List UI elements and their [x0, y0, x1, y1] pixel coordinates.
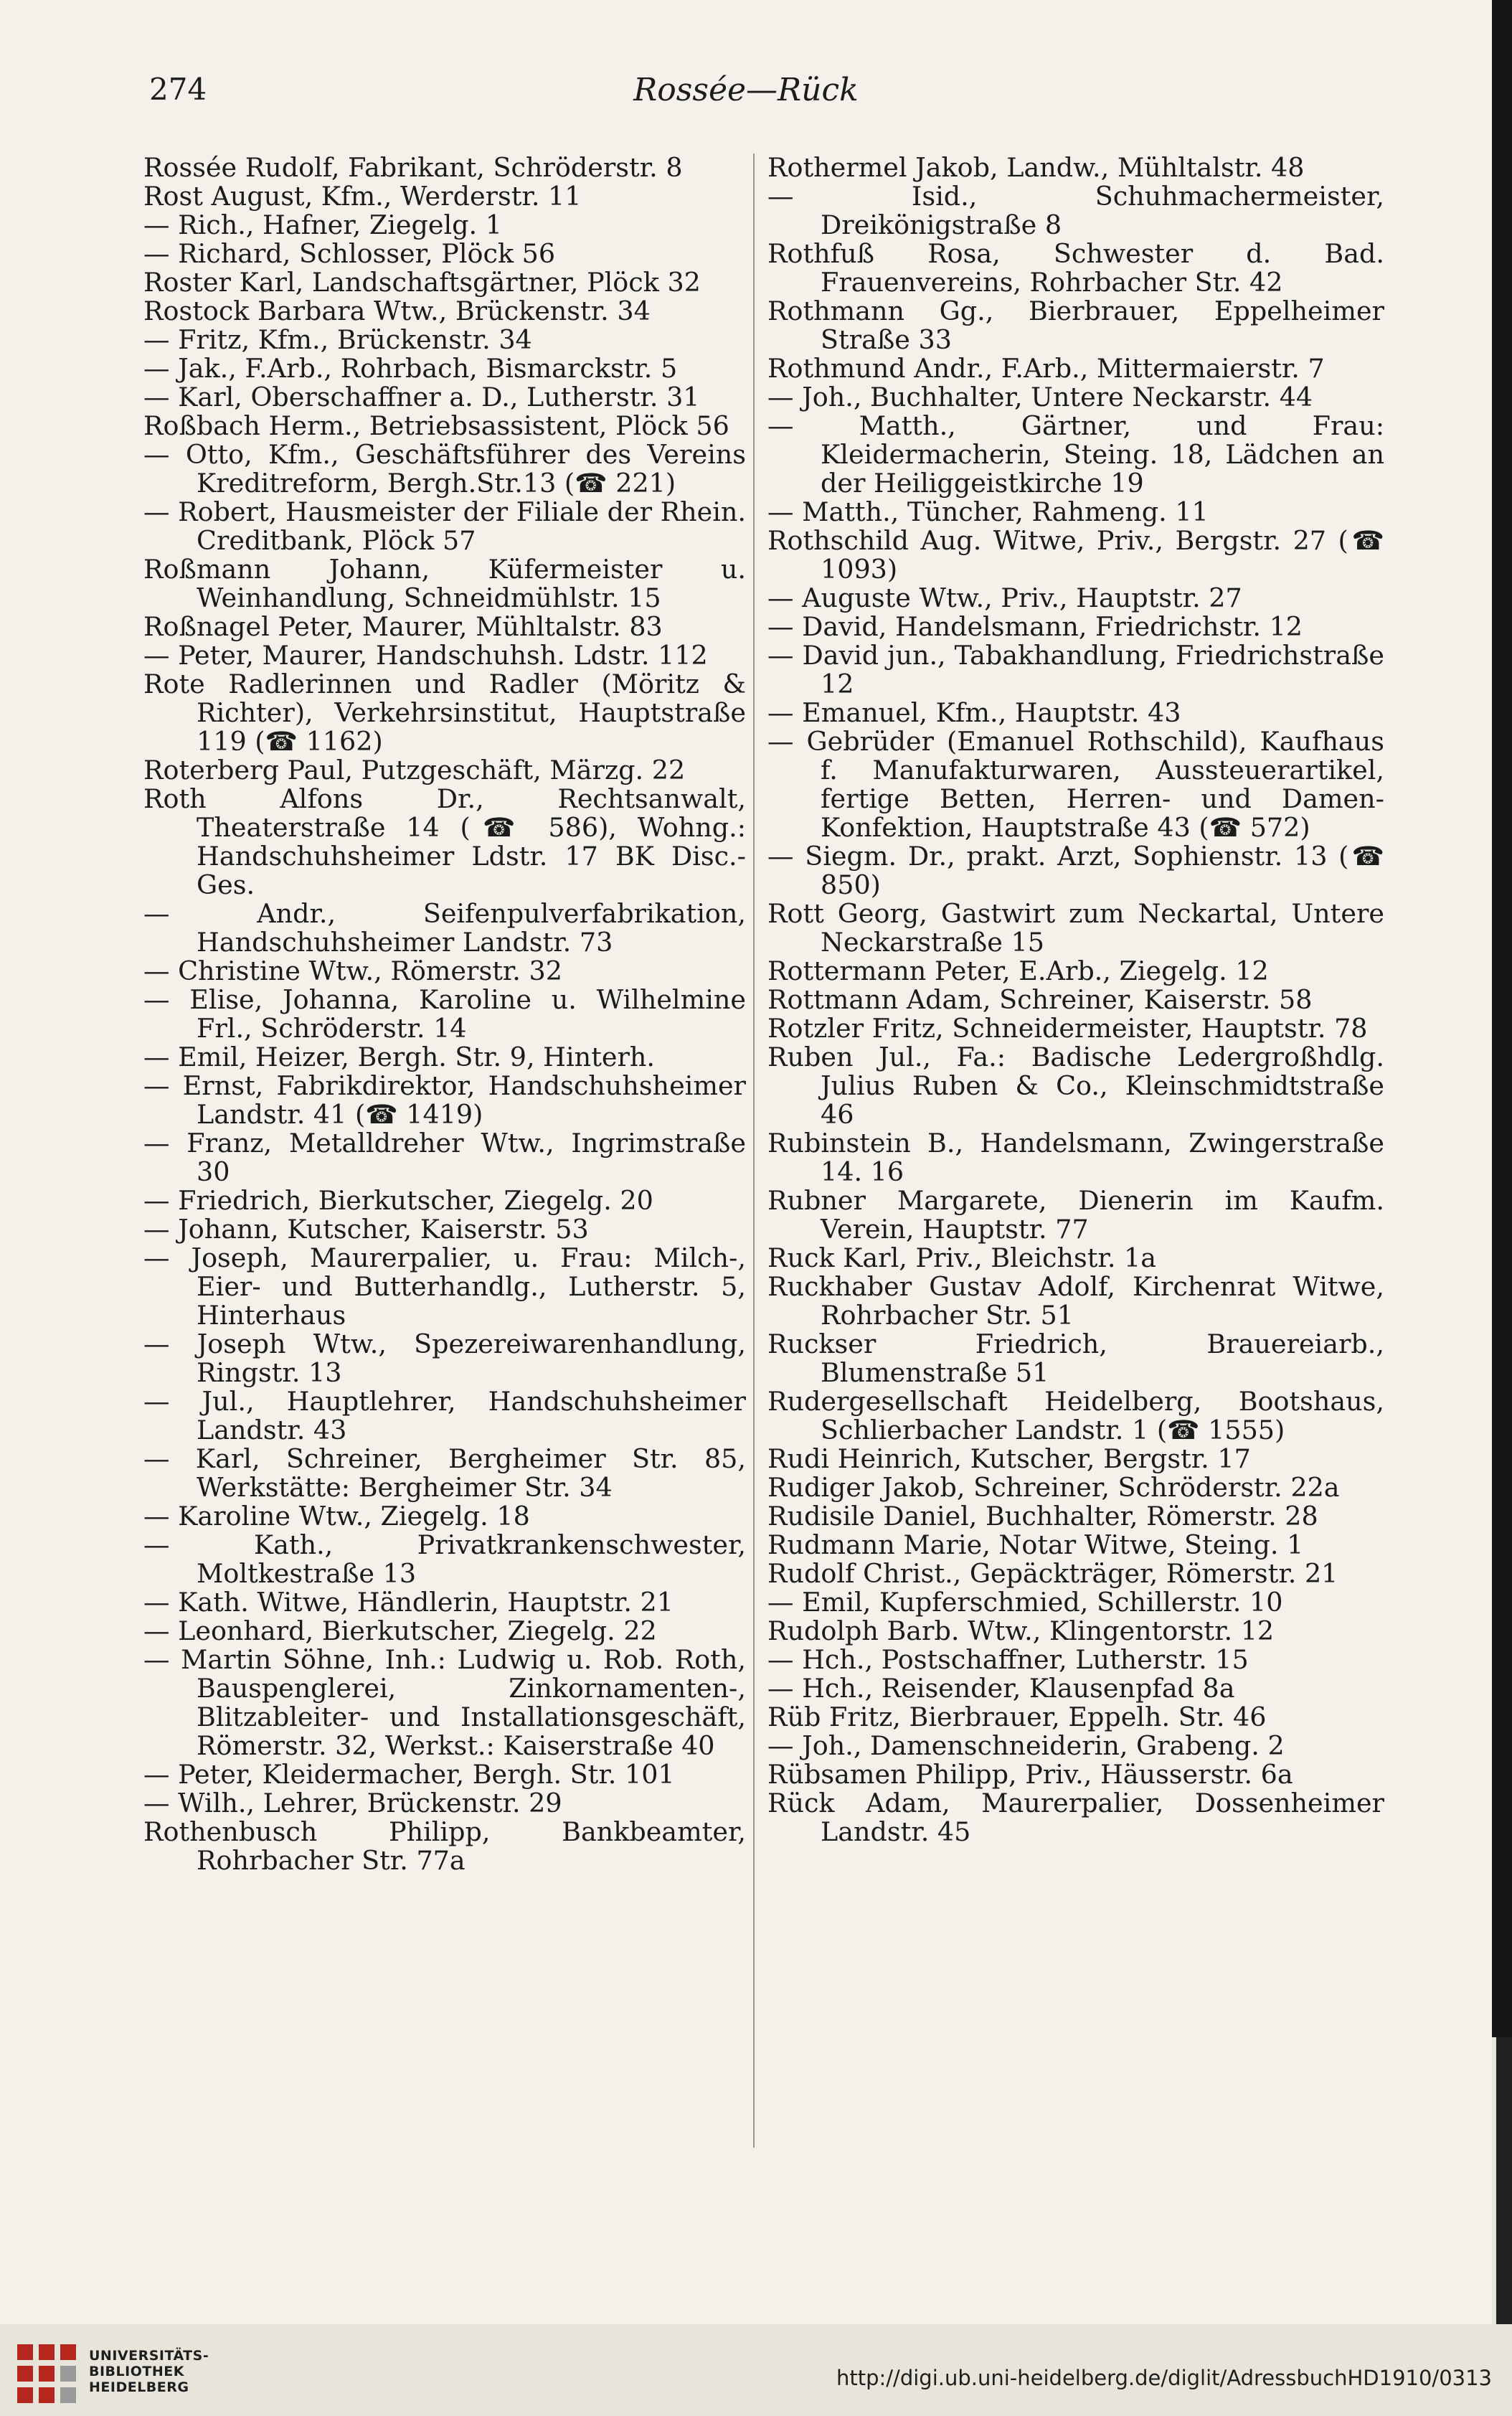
directory-entry: — Fritz, Kfm., Brückenstr. 34	[143, 324, 532, 355]
scan-edge-shadow-lower	[1496, 2037, 1512, 2324]
directory-entry: Rotzler Fritz, Schneidermeister, Hauptstr. 78	[767, 1013, 1368, 1044]
directory-entry: Ruckser Friedrich, Brauereiarb., Blumenstraße 51	[767, 1329, 1384, 1388]
directory-entry: — Emil, Heizer, Bergh. Str. 9, Hinterh.	[143, 1042, 656, 1072]
directory-entry: Rottermann Peter, E.Arb., Ziegelg. 12	[767, 955, 1269, 986]
directory-entry: — Karl, Oberschaffner a. D., Lutherstr. 31	[143, 382, 700, 412]
directory-entry: — Karl, Schreiner, Bergheimer Str. 85, Werkstätte: Bergheimer Str. 34	[143, 1443, 746, 1503]
directory-entry: — Emanuel, Kfm., Hauptstr. 43	[767, 697, 1181, 728]
directory-entry: Rück Adam, Maurerpalier, Dossenheimer Landstr. 45	[767, 1788, 1384, 1847]
directory-entry: Rothfuß Rosa, Schwester d. Bad. Frauenvereins, Rohrbacher Str. 42	[767, 238, 1384, 298]
directory-entry: Rossée Rudolf, Fabrikant, Schröderstr. 8	[143, 154, 683, 183]
directory-entry: Rothenbusch Philipp, Bankbeamter, Rohrbacher Str. 77a	[143, 1816, 746, 1876]
directory-entry: — David, Handelsmann, Friedrichstr. 12	[767, 611, 1303, 642]
directory-entry: Rubner Margarete, Dienerin im Kaufm. Verein, Hauptstr. 77	[767, 1185, 1384, 1245]
directory-entry: — Gebrüder (Emanuel Rothschild), Kaufhaus f. Manufakturwaren, Aussteuerartikel, fertige Betten, Herren- und Damen-Konfektion, Hauptstraße 43 (☎ 572)	[767, 726, 1384, 843]
directory-entry: — Isid., Schuhmachermeister, Dreikönigstraße 8	[767, 181, 1384, 240]
directory-entry: Ruckhaber Gustav Adolf, Kirchenrat Witwe, Rohrbacher Str. 51	[767, 1271, 1384, 1331]
directory-entry: — Emil, Kupferschmied, Schillerstr. 10	[767, 1587, 1283, 1618]
directory-entry: — Joh., Buchhalter, Untere Neckarstr. 44	[767, 382, 1313, 412]
directory-entry: Rote Radlerinnen und Radler (Möritz & Richter), Verkehrsinstitut, Hauptstraße 119 (☎ 1162)	[143, 669, 746, 757]
directory-entry: Rudmann Marie, Notar Witwe, Steing. 1	[767, 1529, 1304, 1560]
directory-entry: Rüb Fritz, Bierbrauer, Eppelh. Str. 46	[767, 1702, 1267, 1732]
left-column	[143, 154, 746, 2148]
directory-entry: — Kath., Privatkrankenschwester, Moltkestraße 13	[143, 1529, 746, 1589]
directory-entry: — Richard, Schlosser, Plöck 56	[143, 238, 556, 269]
directory-entry: Rothschild Aug. Witwe, Priv., Bergstr. 27 (☎ 1093)	[767, 525, 1384, 585]
directory-entry: — Peter, Maurer, Handschuhsh. Ldstr. 112	[143, 640, 708, 671]
directory-entry: — Hch., Postschaffner, Lutherstr. 15	[767, 1644, 1249, 1675]
directory-entry: — Kath. Witwe, Händlerin, Hauptstr. 21	[143, 1587, 674, 1618]
directory-entry: — Robert, Hausmeister der Filiale der Rhein. Creditbank, Plöck 57	[143, 496, 746, 556]
directory-entry: Rost August, Kfm., Werderstr. 11	[143, 181, 582, 212]
directory-entry: Rudisile Daniel, Buchhalter, Römerstr. 28	[767, 1501, 1318, 1532]
directory-entry: Rothermel Jakob, Landw., Mühltalstr. 48	[767, 154, 1305, 183]
directory-entry: — Joseph Wtw., Spezereiwarenhandlung, Ringstr. 13	[143, 1329, 746, 1388]
directory-entry: — Karoline Wtw., Ziegelg. 18	[143, 1501, 530, 1532]
institution-line: HEIDELBERG	[89, 2379, 189, 2395]
directory-entry: — Johann, Kutscher, Kaiserstr. 53	[143, 1214, 589, 1245]
directory-entry: Rübsamen Philipp, Priv., Häusserstr. 6a	[767, 1759, 1293, 1790]
institution-line: BIBLIOTHEK	[89, 2364, 184, 2379]
directory-entry: — Jak., F.Arb., Rohrbach, Bismarckstr. 5	[143, 353, 678, 384]
university-library-logo-icon	[13, 2340, 80, 2407]
directory-entry: Roßbach Herm., Betriebsassistent, Plöck 56	[143, 410, 729, 441]
directory-entry: Roßmann Johann, Küfermeister u. Weinhandlung, Schneidmühlstr. 15	[143, 554, 746, 613]
directory-entry: Ruben Jul., Fa.: Badische Ledergroßhdlg. Julius Ruben & Co., Kleinschmidtstraße 46	[767, 1042, 1384, 1130]
directory-entry: Rott Georg, Gastwirt zum Neckartal, Untere Neckarstraße 15	[767, 898, 1384, 958]
directory-entry: Roterberg Paul, Putzgeschäft, Märzg. 22	[143, 755, 686, 785]
directory-entry: Rothmann Gg., Bierbrauer, Eppelheimer Straße 33	[767, 296, 1384, 355]
directory-entry: — Rich., Hafner, Ziegelg. 1	[143, 209, 502, 240]
directory-entry: — Hch., Reisender, Klausenpfad 8a	[767, 1673, 1235, 1704]
page-header	[0, 72, 1492, 122]
directory-entry: — Elise, Johanna, Karoline u. Wilhelmine Frl., Schröderstr. 14	[143, 984, 746, 1044]
directory-entry: Roster Karl, Landschaftsgärtner, Plöck 32	[143, 267, 701, 298]
directory-entry: — Matth., Gärtner, und Frau: Kleidermacherin, Steing. 18, Lädchen an der Heiliggeistkirche 19	[767, 410, 1384, 499]
directory-entry: — Martin Söhne, Inh.: Ludwig u. Rob. Roth, Bauspenglerei, Zinkornamenten-, Blitzableiter- und Installationsgeschäft, Römerstr. 32, Werkst.: Kaiserstraße 40	[143, 1644, 746, 1761]
directory-entry: Ruck Karl, Priv., Bleichstr. 1a	[767, 1242, 1157, 1273]
directory-entry: Rudiger Jakob, Schreiner, Schröderstr. 22a	[767, 1472, 1340, 1503]
directory-entry: Roßnagel Peter, Maurer, Mühltalstr. 83	[143, 611, 663, 642]
directory-entry: — Christine Wtw., Römerstr. 32	[143, 955, 562, 986]
directory-entry: Rothmund Andr., F.Arb., Mittermaierstr. 7	[767, 353, 1325, 384]
directory-entry: — Jul., Hauptlehrer, Handschuhsheimer Landstr. 43	[143, 1386, 746, 1445]
directory-entry: Rubinstein B., Handelsmann, Zwingerstraße 14. 16	[767, 1128, 1384, 1187]
directory-entry: — Siegm. Dr., prakt. Arzt, Sophienstr. 13 (☎ 850)	[767, 841, 1384, 900]
directory-entry: — Leonhard, Bierkutscher, Ziegelg. 22	[143, 1615, 657, 1646]
directory-entry: — Joseph, Maurerpalier, u. Frau: Milch-, Eier- und Butterhandlg., Lutherstr. 5, Hinterhaus	[143, 1242, 746, 1331]
running-head: Rossée—Rück	[633, 72, 859, 108]
directory-entry: — Joh., Damenschneiderin, Grabeng. 2	[767, 1730, 1285, 1761]
directory-entry: — Ernst, Fabrikdirektor, Handschuhsheimer Landstr. 41 (☎ 1419)	[143, 1070, 746, 1130]
directory-entry: — Auguste Wtw., Priv., Hauptstr. 27	[767, 582, 1242, 613]
column-divider	[753, 154, 755, 2148]
directory-entry: — David jun., Tabakhandlung, Friedrichstraße 12	[767, 640, 1384, 699]
institution-line: UNIVERSITÄTS-	[89, 2348, 209, 2364]
directory-entry: Rudergesellschaft Heidelberg, Bootshaus, Schlierbacher Landstr. 1 (☎ 1555)	[767, 1386, 1384, 1445]
directory-entry: — Peter, Kleidermacher, Bergh. Str. 101	[143, 1759, 675, 1790]
directory-entry: — Otto, Kfm., Geschäftsführer des Vereins Kreditreform, Bergh.Str.13 (☎ 221)	[143, 439, 746, 499]
directory-entry: Rudi Heinrich, Kutscher, Bergstr. 17	[767, 1443, 1251, 1474]
right-column	[767, 154, 1384, 2148]
directory-entry: Roth Alfons Dr., Rechtsanwalt, Theaterstraße 14 (☎ 586), Wohng.: Handschuhsheimer Ldstr. 17 BK Disc.-Ges.	[143, 783, 746, 900]
source-url-link[interactable]: http://digi.ub.uni-heidelberg.de/diglit/AdressbuchHD1910/0313	[836, 2366, 1492, 2390]
directory-entry: Rottmann Adam, Schreiner, Kaiserstr. 58	[767, 984, 1313, 1015]
directory-entry: — Andr., Seifenpulverfabrikation, Handschuhsheimer Landstr. 73	[143, 898, 746, 958]
page-number: 274	[149, 72, 207, 107]
scan-edge-shadow	[1492, 0, 1512, 2037]
directory-entry: — Friedrich, Bierkutscher, Ziegelg. 20	[143, 1185, 653, 1216]
directory-entry: Rudolf Christ., Gepäckträger, Römerstr. 21	[767, 1558, 1338, 1589]
directory-entry: Rudolph Barb. Wtw., Klingentorstr. 12	[767, 1615, 1275, 1646]
directory-entry: — Franz, Metalldreher Wtw., Ingrimstraße 30	[143, 1128, 746, 1187]
directory-entry: — Wilh., Lehrer, Brückenstr. 29	[143, 1788, 562, 1818]
directory-entry: — Matth., Tüncher, Rahmeng. 11	[767, 496, 1209, 527]
directory-entry: Rostock Barbara Wtw., Brückenstr. 34	[143, 296, 651, 326]
institution-name	[89, 2348, 209, 2395]
